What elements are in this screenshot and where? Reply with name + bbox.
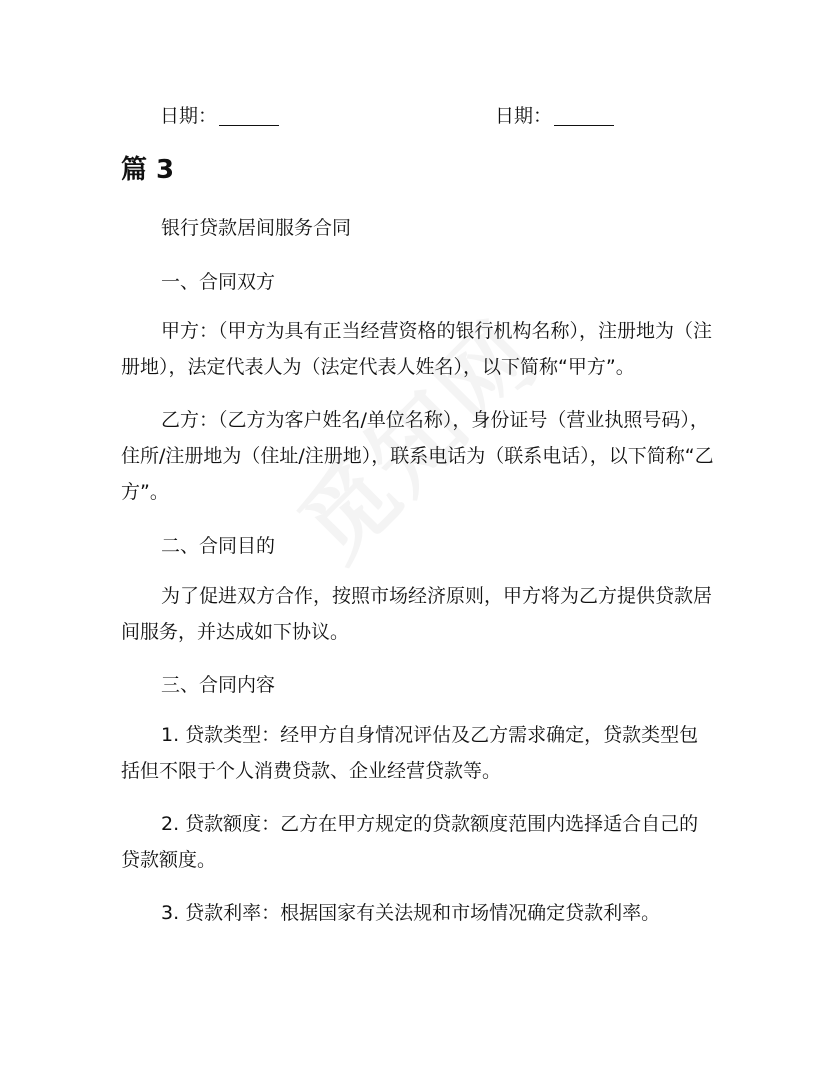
clause-loan-amount: 2. 贷款额度：乙方在甲方规定的贷款额度范围内选择适合自己的贷款额度。 [121, 813, 699, 871]
purpose-paragraph: 为了促进双方合作，按照市场经济原则，甲方将为乙方提供贷款居间服务，并达成如下协议。 [121, 585, 713, 643]
party-b-paragraph: 乙方：（乙方为客户姓名/单位名称），身份证号（营业执照号码），住所/注册地为（住址/注册地），联系电话为（联系电话），以下简称“乙方”。 [121, 409, 714, 503]
clause-loan-type: 1. 贷款类型：经甲方自身情况评估及乙方需求确定，贷款类型包括但不限于个人消费贷款、企业经营贷款等。 [121, 724, 699, 782]
section-heading: 篇 3 [121, 155, 175, 185]
date-label-right: 日期： [495, 105, 553, 127]
date-field-right [495, 102, 614, 130]
date-field-left [160, 102, 279, 130]
date-label-left: 日期： [160, 105, 218, 127]
party-a-paragraph: 甲方：（甲方为具有正当经营资格的银行机构名称），注册地为（注册地），法定代表人为（法定代表人姓名），以下简称“甲方”。 [121, 320, 713, 378]
section-parties-heading: 一、合同双方 [161, 271, 276, 293]
date-blank-right [554, 105, 614, 126]
section-purpose-heading: 二、合同目的 [161, 535, 276, 557]
date-blank-left [219, 105, 279, 126]
contract-title: 银行贷款居间服务合同 [161, 217, 352, 239]
clause-loan-rate: 3. 贷款利率：根据国家有关法规和市场情况确定贷款利率。 [161, 902, 661, 924]
section-content-heading: 三、合同内容 [161, 674, 276, 696]
